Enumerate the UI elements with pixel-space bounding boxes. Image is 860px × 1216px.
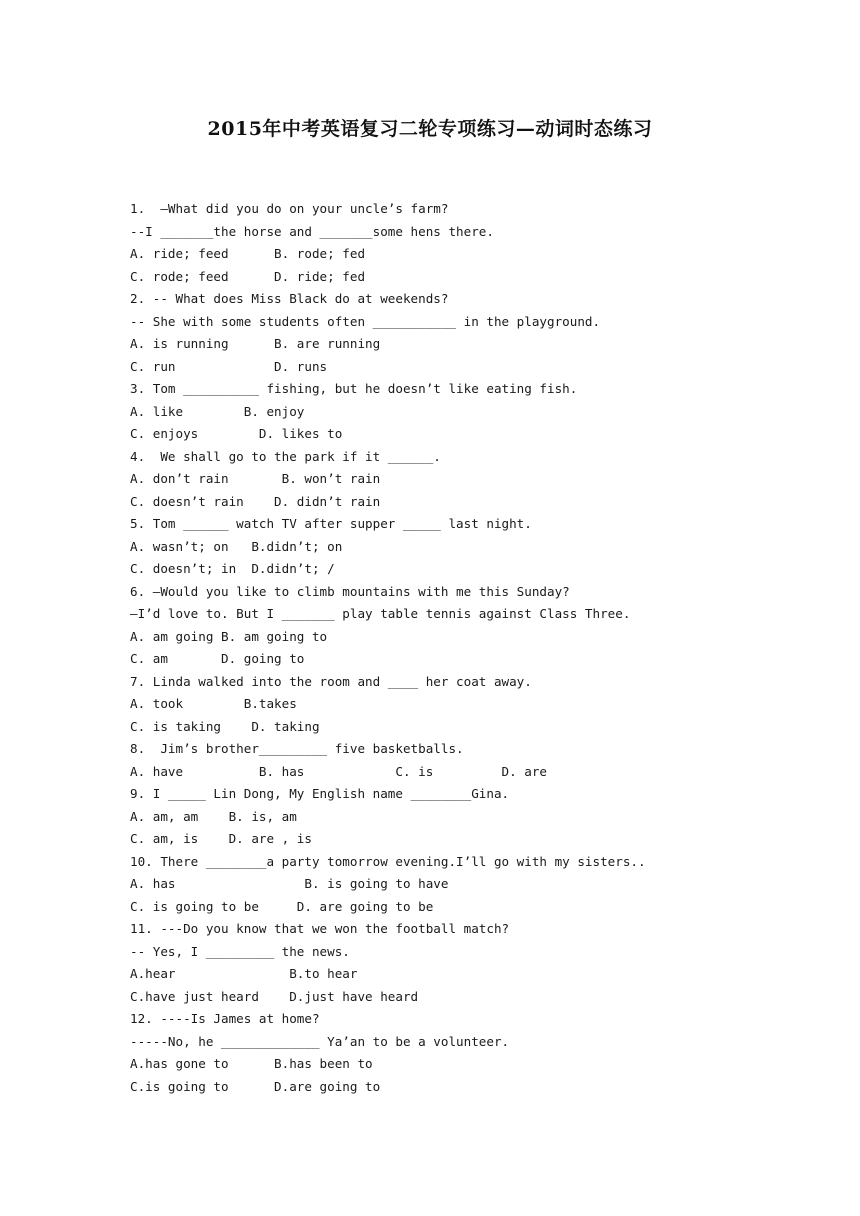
question-6-options-cd: C. am D. going to	[130, 651, 305, 666]
question-12-prompt: -----No, he _____________ Ya’an to be a volunteer.	[130, 1033, 510, 1049]
question-4-options-ab: A. don’t rain B. won’t rain	[130, 471, 381, 486]
question-7-options-ab: A. took B.takes	[130, 696, 297, 711]
question-2-stem: 2. -- What does Miss Black do at weekends?	[130, 291, 449, 306]
question-5-stem: 5. Tom ______ watch TV after supper _____ last night.	[130, 516, 532, 531]
question-6-stem: 6. —Would you like to climb mountains with me this Sunday?	[130, 583, 570, 599]
question-4-options-cd: C. doesn’t rain D. didn’t rain	[130, 493, 381, 509]
question-2-options-ab: A. is running B. are running	[130, 336, 381, 351]
question-5-options-cd: C. doesn’t; in D.didn’t; /	[130, 561, 335, 576]
exercise-list	[130, 198, 830, 1098]
document-title: 2015年中考英语复习二轮专项练习—动词时态练习	[207, 118, 653, 140]
question-1-prompt: --I _______the horse and _______some hens there.	[130, 223, 494, 239]
question-12-stem: 12. ----Is James at home?	[130, 1011, 320, 1026]
question-10-stem: 10. There ________a party tomorrow evening.I’ll go with my sisters..	[130, 853, 646, 869]
question-9-options-cd: C. am, is D. are , is	[130, 831, 312, 846]
question-11-options-cd: C.have just heard D.just have heard	[130, 988, 419, 1004]
question-2-prompt: -- She with some students often ___________ in the playground.	[130, 313, 601, 329]
question-1-options-cd: C. rode; feed D. ride; fed	[130, 268, 366, 284]
question-10-options-ab: A. has B. is going to have	[130, 876, 449, 891]
question-2-options-cd: C. run D. runs	[130, 358, 328, 374]
question-8-options: A. have B. has C. is D. are	[130, 763, 548, 779]
question-3-options-ab: A. like B. enjoy	[130, 403, 305, 419]
question-3-stem: 3. Tom __________ fishing, but he doesn’t like eating fish.	[130, 381, 578, 396]
question-11-prompt: -- Yes, I _________ the news.	[130, 943, 350, 959]
question-10-options-cd: C. is going to be D. are going to be	[130, 898, 434, 914]
question-8-stem: 8. Jim’s brother_________ five basketballs.	[130, 741, 464, 756]
question-6-prompt: —I’d love to. But I _______ play table tennis against Class Three.	[130, 606, 631, 621]
question-12-options-ab: A.has gone to B.has been to	[130, 1056, 373, 1071]
question-7-options-cd: C. is taking D. taking	[130, 718, 320, 734]
question-9-options-ab: A. am, am B. is, am	[130, 808, 297, 824]
question-4-stem: 4. We shall go to the park if it ______.	[130, 448, 441, 464]
question-11-stem: 11. ---Do you know that we won the football match?	[130, 921, 510, 936]
question-11-options-ab: A.hear B.to hear	[130, 966, 358, 981]
question-12-options-cd: C.is going to D.are going to	[130, 1078, 381, 1094]
question-3-options-cd: C. enjoys D. likes to	[130, 426, 343, 441]
question-6-options-ab: A. am going B. am going to	[130, 628, 328, 644]
question-7-stem: 7. Linda walked into the room and ____ her coat away.	[130, 673, 532, 689]
question-5-options-ab: A. wasn’t; on B.didn’t; on	[130, 538, 343, 554]
question-9-stem: 9. I _____ Lin Dong, My English name ________Gina.	[130, 786, 510, 801]
question-1-stem: 1. –What did you do on your uncle’s farm?	[130, 201, 449, 216]
question-1-options-ab: A. ride; feed B. rode; fed	[130, 246, 366, 261]
